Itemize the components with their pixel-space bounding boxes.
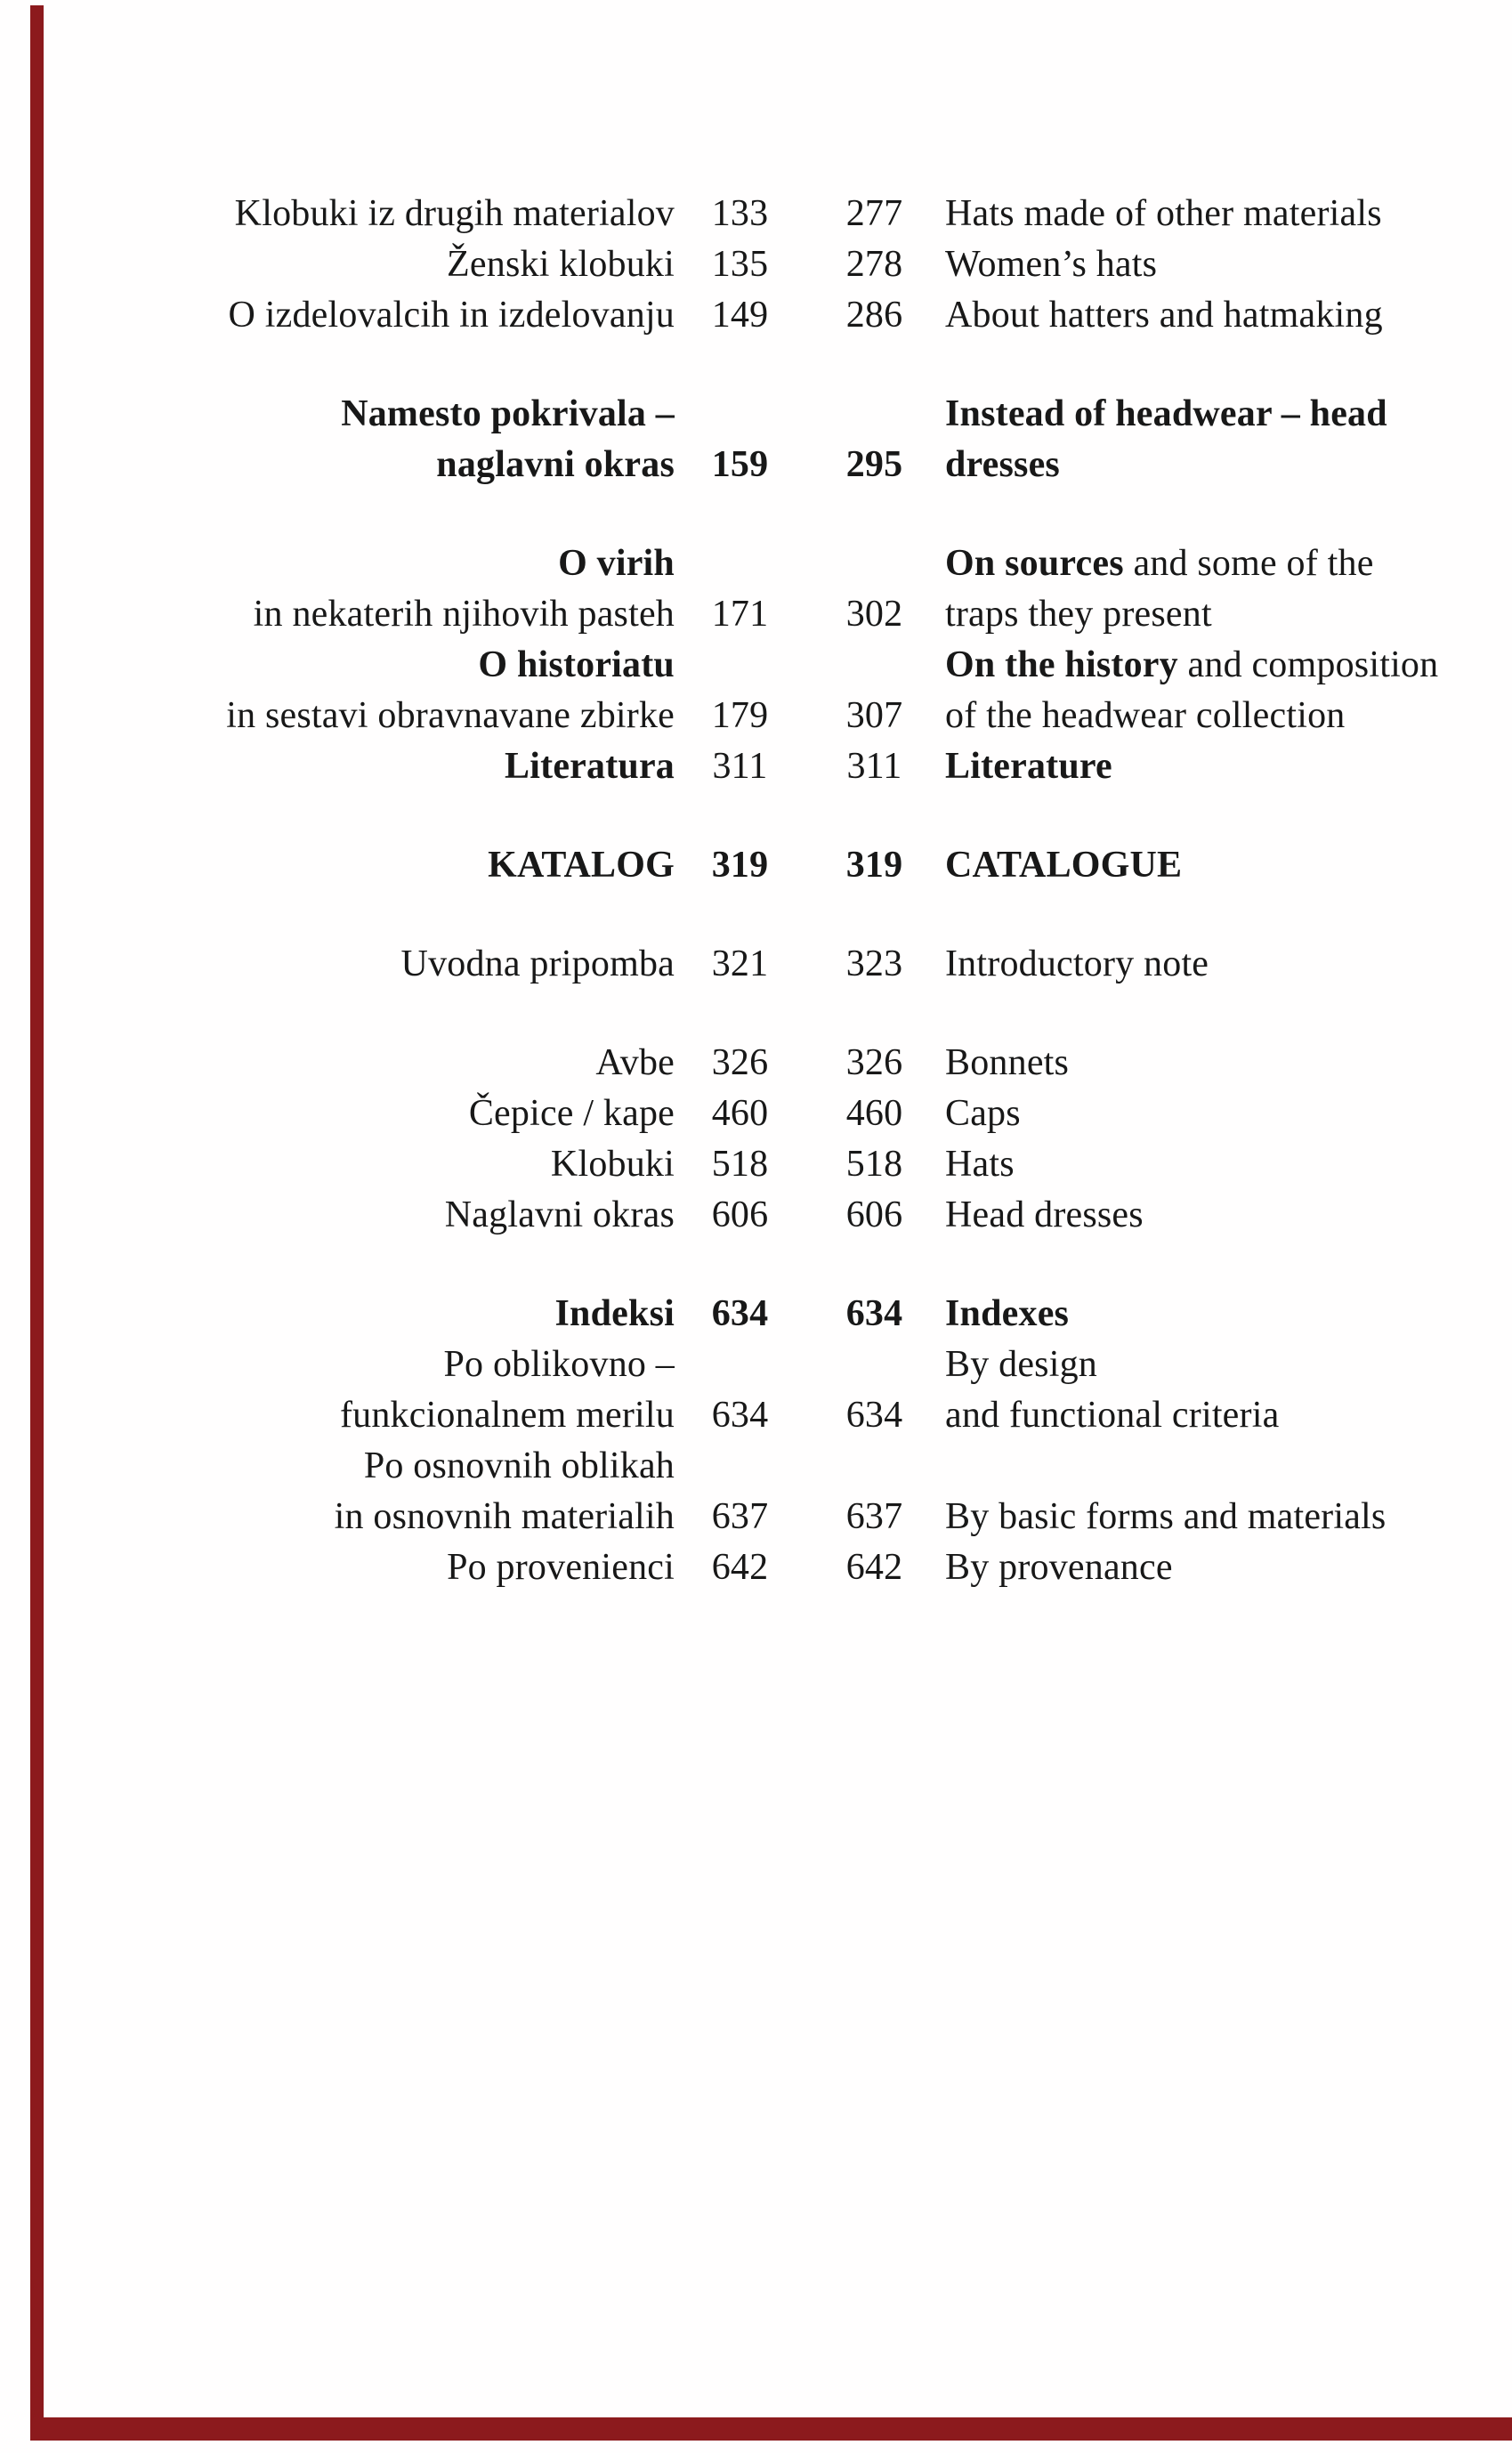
toc-section xyxy=(202,840,1448,891)
page-number-english-text: 518 xyxy=(845,1144,903,1185)
page-number-slovenian xyxy=(675,189,805,239)
slovenian-title-text: Uvodna pripomba xyxy=(400,943,675,984)
page-number-slovenian-text: 634 xyxy=(711,1293,769,1334)
english-title-text: Head dresses xyxy=(945,1194,1144,1235)
english-title-text: Women’s hats xyxy=(945,244,1158,285)
slovenian-title-text: in nekaterih njihovih pasteh xyxy=(253,594,675,635)
english-title xyxy=(943,1089,1448,1139)
slovenian-title xyxy=(202,1390,675,1441)
english-title-text: On sources xyxy=(945,543,1124,584)
page-number-slovenian xyxy=(675,440,805,490)
slovenian-title xyxy=(202,741,675,792)
english-title-text: Bonnets xyxy=(945,1042,1070,1083)
page-number-english xyxy=(805,1492,943,1542)
slovenian-title xyxy=(202,939,675,990)
slovenian-title xyxy=(202,1492,675,1542)
english-title-text: By basic forms and materials xyxy=(945,1496,1387,1537)
page-number-english xyxy=(805,1089,943,1139)
page-number-slovenian xyxy=(675,741,805,792)
toc-row xyxy=(202,1390,1448,1441)
slovenian-title-text: Po osnovnih oblikah xyxy=(363,1445,675,1486)
english-title-text: About hatters and hatmaking xyxy=(945,295,1383,336)
page-number-slovenian xyxy=(675,939,805,990)
page-number-slovenian-text: 637 xyxy=(711,1496,769,1537)
toc-row xyxy=(202,389,1448,440)
page-number-english-text: 460 xyxy=(845,1093,903,1134)
slovenian-title-text: O virih xyxy=(558,543,675,584)
page-number-english xyxy=(805,589,943,640)
english-title xyxy=(943,1542,1448,1593)
page-number-english-text: 319 xyxy=(845,845,903,886)
page-number-slovenian-text: 518 xyxy=(711,1144,769,1185)
slovenian-title xyxy=(202,1038,675,1089)
toc-row xyxy=(202,939,1448,990)
page-number-english xyxy=(805,1542,943,1593)
page-number-english xyxy=(805,1139,943,1190)
slovenian-title-text: in sestavi obravnavane zbirke xyxy=(226,695,675,736)
english-title xyxy=(943,1190,1448,1241)
page-number-slovenian-text: 179 xyxy=(711,695,769,736)
slovenian-title xyxy=(202,1542,675,1593)
page-number-english-text: 311 xyxy=(846,746,902,787)
slovenian-title-text: Klobuki iz drugih materialov xyxy=(234,193,675,234)
toc-section xyxy=(202,1289,1448,1593)
slovenian-title-text: Čepice / kape xyxy=(468,1093,675,1134)
slovenian-title xyxy=(202,1139,675,1190)
slovenian-title-text: Indeksi xyxy=(554,1293,675,1334)
page-number-slovenian-text: 460 xyxy=(711,1093,769,1134)
page-number-english-text: 634 xyxy=(845,1293,903,1334)
english-title-text: Instead of headwear – head xyxy=(945,393,1387,434)
toc-section xyxy=(202,389,1448,490)
page-number-slovenian-text: 642 xyxy=(711,1547,769,1588)
english-title-text: and functional criteria xyxy=(945,1395,1280,1436)
slovenian-title-text: Ženski klobuki xyxy=(447,244,675,285)
slovenian-title xyxy=(202,640,675,691)
english-title xyxy=(943,1139,1448,1190)
page-number-slovenian-text: 606 xyxy=(711,1194,769,1235)
english-title xyxy=(943,640,1448,691)
slovenian-title-text: Po oblikovno – xyxy=(443,1344,675,1385)
page-number-slovenian xyxy=(675,290,805,341)
toc-row xyxy=(202,1441,1448,1492)
page-number-slovenian-text: 135 xyxy=(711,244,769,285)
page-number-slovenian xyxy=(675,1038,805,1089)
toc-row xyxy=(202,189,1448,239)
slovenian-title xyxy=(202,840,675,891)
toc-row xyxy=(202,1089,1448,1139)
toc-row xyxy=(202,1289,1448,1340)
page-number-english xyxy=(805,189,943,239)
slovenian-title-text: Namesto pokrivala – xyxy=(341,393,675,434)
page-number-slovenian-text: 319 xyxy=(711,845,769,886)
page-number-slovenian xyxy=(675,589,805,640)
page-number-english-text: 277 xyxy=(845,193,903,234)
english-title-text: Hats xyxy=(945,1144,1015,1185)
toc-row xyxy=(202,239,1448,290)
english-title xyxy=(943,741,1448,792)
page-number-english-text: 295 xyxy=(845,444,903,485)
slovenian-title xyxy=(202,1089,675,1139)
page-number-english xyxy=(805,1038,943,1089)
slovenian-title-text: Literatura xyxy=(505,746,675,787)
slovenian-title xyxy=(202,691,675,741)
page-number-english xyxy=(805,741,943,792)
page-number-english xyxy=(805,440,943,490)
page-number-slovenian-text: 311 xyxy=(712,746,768,787)
toc-row xyxy=(202,640,1448,691)
toc-row xyxy=(202,440,1448,490)
toc-row xyxy=(202,290,1448,341)
page-number-slovenian-text: 133 xyxy=(711,193,769,234)
table-of-contents xyxy=(202,189,1448,1593)
english-title xyxy=(943,1390,1448,1441)
page-number-slovenian-text: 326 xyxy=(711,1042,769,1083)
toc-row xyxy=(202,741,1448,792)
page-number-english-text: 606 xyxy=(845,1194,903,1235)
english-title-text: On the history xyxy=(945,644,1178,685)
page-number-slovenian-text: 634 xyxy=(711,1395,769,1436)
slovenian-title-text: funkcionalnem merilu xyxy=(339,1395,675,1436)
toc-section xyxy=(202,189,1448,341)
page-number-english-text: 642 xyxy=(845,1547,903,1588)
toc-section xyxy=(202,538,1448,792)
page-number-slovenian-text: 321 xyxy=(711,943,769,984)
page-number-english-text: 634 xyxy=(845,1395,903,1436)
toc-row xyxy=(202,691,1448,741)
slovenian-title-text: O izdelovalcih in izdelovanju xyxy=(228,295,675,336)
slovenian-title xyxy=(202,239,675,290)
toc-row xyxy=(202,589,1448,640)
english-title xyxy=(943,1492,1448,1542)
slovenian-title xyxy=(202,389,675,440)
page-number-english xyxy=(805,1289,943,1340)
page-number-english xyxy=(805,1190,943,1241)
page-number-english xyxy=(805,1390,943,1441)
toc-row xyxy=(202,840,1448,891)
english-title xyxy=(943,939,1448,990)
page-number-english-text: 302 xyxy=(845,594,903,635)
slovenian-title xyxy=(202,1441,675,1492)
english-title xyxy=(943,389,1448,440)
slovenian-title xyxy=(202,1289,675,1340)
slovenian-title xyxy=(202,589,675,640)
toc-row xyxy=(202,1190,1448,1241)
book-binding-left-edge xyxy=(30,5,44,2419)
english-title-text: dresses xyxy=(945,444,1060,485)
page-number-slovenian xyxy=(675,691,805,741)
english-title xyxy=(943,589,1448,640)
toc-row xyxy=(202,538,1448,589)
page-number-english-text: 326 xyxy=(845,1042,903,1083)
toc-row xyxy=(202,1038,1448,1089)
slovenian-title xyxy=(202,1340,675,1390)
english-title xyxy=(943,538,1448,589)
english-title-text: and composition xyxy=(1177,644,1439,685)
page-number-english xyxy=(805,691,943,741)
english-title-text: Caps xyxy=(945,1093,1021,1134)
english-title xyxy=(943,1289,1448,1340)
page-number-slovenian xyxy=(675,1190,805,1241)
page-number-slovenian xyxy=(675,1390,805,1441)
english-title xyxy=(943,189,1448,239)
english-title-text: Introductory note xyxy=(945,943,1209,984)
english-title-text: and some of the xyxy=(1123,543,1374,584)
page-number-slovenian xyxy=(675,1139,805,1190)
english-title xyxy=(943,290,1448,341)
slovenian-title-text: Po provenienci xyxy=(447,1547,675,1588)
english-title-text: CATALOGUE xyxy=(945,845,1183,886)
english-title-text: Indexes xyxy=(945,1293,1070,1334)
slovenian-title-text: in osnovnih materialih xyxy=(334,1496,675,1537)
toc-row xyxy=(202,1542,1448,1593)
slovenian-title-text: naglavni okras xyxy=(436,444,675,485)
slovenian-title xyxy=(202,290,675,341)
page-number-english xyxy=(805,290,943,341)
slovenian-title-text: Naglavni okras xyxy=(444,1194,675,1235)
slovenian-title xyxy=(202,1190,675,1241)
english-title xyxy=(943,691,1448,741)
toc-row xyxy=(202,1492,1448,1542)
book-binding-bottom-edge xyxy=(30,2417,1512,2441)
page-number-slovenian-text: 159 xyxy=(711,444,769,485)
toc-section xyxy=(202,939,1448,990)
page-number-slovenian-text: 171 xyxy=(711,594,769,635)
slovenian-title xyxy=(202,440,675,490)
toc-row xyxy=(202,1139,1448,1190)
slovenian-title-text: KATALOG xyxy=(488,845,675,886)
english-title-text: of the headwear collection xyxy=(945,695,1346,736)
slovenian-title-text: O historiatu xyxy=(478,644,675,685)
toc-section xyxy=(202,1038,1448,1241)
page-number-english xyxy=(805,239,943,290)
page-number-english xyxy=(805,939,943,990)
page-number-slovenian-text: 149 xyxy=(711,295,769,336)
slovenian-title xyxy=(202,538,675,589)
page-number-english-text: 307 xyxy=(845,695,903,736)
slovenian-title-text: Klobuki xyxy=(550,1144,675,1185)
english-title xyxy=(943,239,1448,290)
page-number-slovenian xyxy=(675,1089,805,1139)
toc-row xyxy=(202,1340,1448,1390)
page-number-slovenian xyxy=(675,1542,805,1593)
page-number-english xyxy=(805,840,943,891)
page-number-slovenian xyxy=(675,1289,805,1340)
page-number-slovenian xyxy=(675,1492,805,1542)
page-number-english-text: 637 xyxy=(845,1496,903,1537)
english-title xyxy=(943,1340,1448,1390)
page-number-english-text: 278 xyxy=(845,244,903,285)
slovenian-title xyxy=(202,189,675,239)
english-title xyxy=(943,840,1448,891)
page-number-english-text: 323 xyxy=(845,943,903,984)
slovenian-title-text: Avbe xyxy=(595,1042,675,1083)
page-number-english-text: 286 xyxy=(845,295,903,336)
english-title-text: By design xyxy=(945,1344,1097,1385)
english-title-text: Literature xyxy=(945,746,1112,787)
english-title xyxy=(943,1038,1448,1089)
english-title xyxy=(943,440,1448,490)
english-title-text: Hats made of other materials xyxy=(945,193,1382,234)
page-number-slovenian xyxy=(675,840,805,891)
english-title-text: traps they present xyxy=(945,594,1212,635)
english-title-text: By provenance xyxy=(945,1547,1173,1588)
page-number-slovenian xyxy=(675,239,805,290)
